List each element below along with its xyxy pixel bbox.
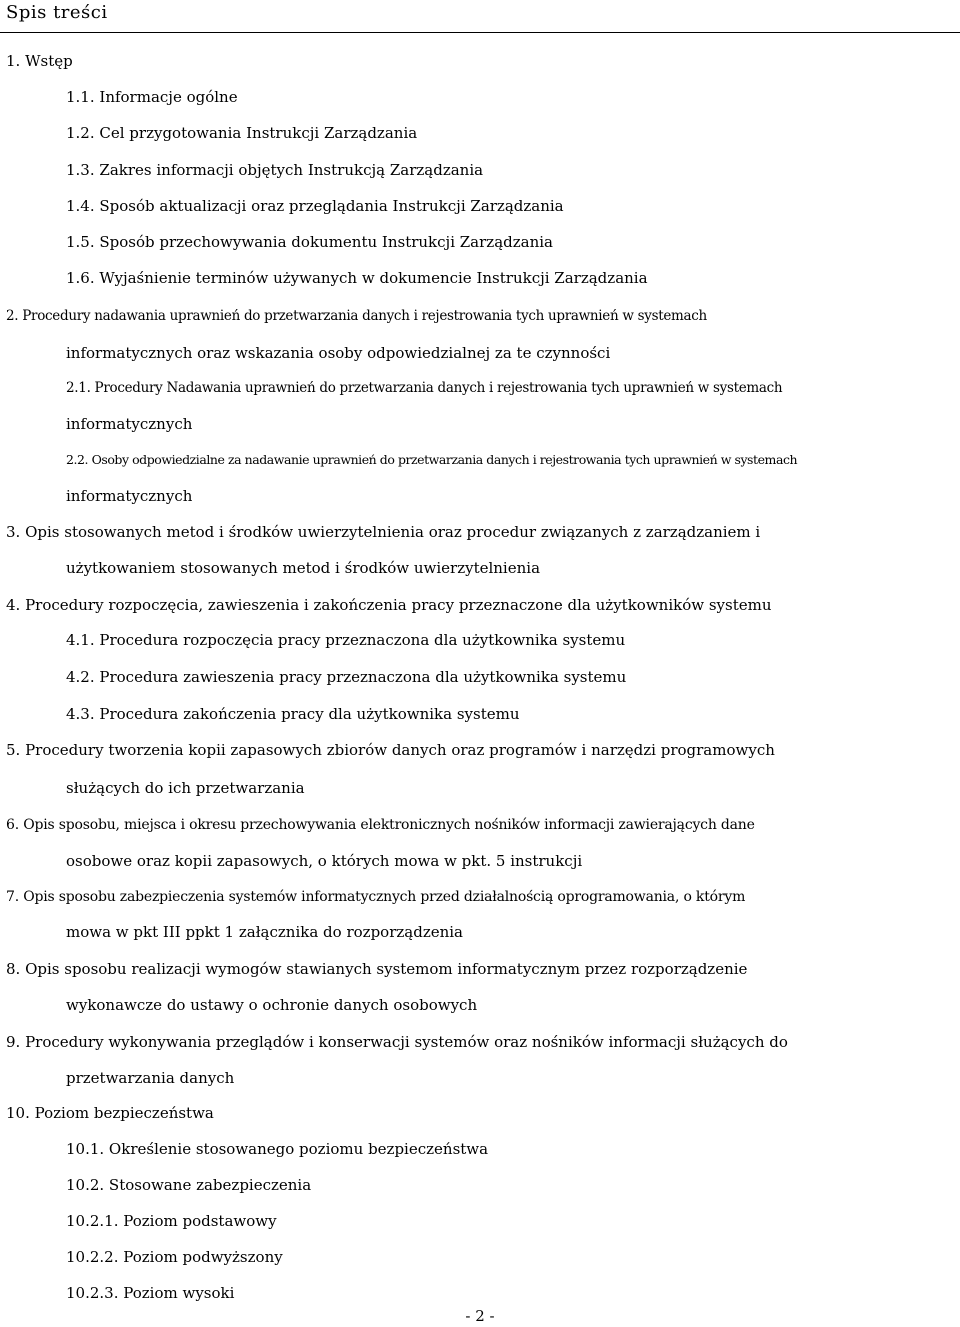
toc-entry-continued: osobowe oraz kopii zapasowych, o których mowa w pkt. 5 instrukcji <box>66 852 583 870</box>
toc-entry-continued: przetwarzania danych <box>66 1069 235 1087</box>
toc-entry: 1.6. Wyjaśnienie terminów używanych w dokumencie Instrukcji Zarządzania <box>66 269 648 287</box>
toc-entry: 2.1. Procedury Nadawania uprawnień do przetwarzania danych i rejestrowania tych uprawnień w systemach <box>66 380 783 396</box>
toc-entry: 2. Procedury nadawania uprawnień do przetwarzania danych i rejestrowania tych uprawnień w systemach <box>6 308 707 324</box>
toc-entry: 4.3. Procedura zakończenia pracy dla użytkownika systemu <box>66 705 520 723</box>
toc-entry: 7. Opis sposobu zabezpieczenia systemów informatycznych przed działalnością oprogramowania, o którym <box>6 889 746 905</box>
toc-entry: 1.4. Sposób aktualizacji oraz przeglądania Instrukcji Zarządzania <box>66 197 564 215</box>
toc-entry: 6. Opis sposobu, miejsca i okresu przechowywania elektronicznych nośników informacji zawierających dane <box>6 817 755 833</box>
toc-entry-continued: informatycznych <box>66 415 193 433</box>
toc-entry: 4. Procedury rozpoczęcia, zawieszenia i zakończenia pracy przeznaczone dla użytkowników systemu <box>6 596 772 614</box>
toc-entry: 8. Opis sposobu realizacji wymogów stawianych systemom informatycznym przez rozporządzenie <box>6 960 748 978</box>
toc-entry-continued: informatycznych <box>66 487 193 505</box>
toc-entry: 1.1. Informacje ogólne <box>66 88 238 106</box>
toc-entry: 1. Wstęp <box>6 52 73 70</box>
toc-entry: 4.2. Procedura zawieszenia pracy przeznaczona dla użytkownika systemu <box>66 668 627 686</box>
toc-entry-continued: użytkowaniem stosowanych metod i środków uwierzytelnienia <box>66 559 541 577</box>
toc-entry: 1.2. Cel przygotowania Instrukcji Zarządzania <box>66 124 418 142</box>
page-title: Spis treści <box>6 2 108 23</box>
toc-entry: 10.2.3. Poziom wysoki <box>66 1284 235 1302</box>
toc-entry-continued: wykonawcze do ustawy o ochronie danych osobowych <box>66 996 478 1014</box>
toc-entry: 2.2. Osoby odpowiedzialne za nadawanie uprawnień do przetwarzania danych i rejestrowania tych uprawnień w systemach <box>66 452 798 467</box>
toc-entry: 10.1. Określenie stosowanego poziomu bezpieczeństwa <box>66 1140 489 1158</box>
page-number: - 2 - <box>465 1307 495 1325</box>
toc-entry: 5. Procedury tworzenia kopii zapasowych zbiorów danych oraz programów i narzędzi programowych <box>6 741 775 759</box>
toc-entry: 9. Procedury wykonywania przeglądów i konserwacji systemów oraz nośników informacji służących do <box>6 1033 788 1051</box>
toc-entry: 10.2.1. Poziom podstawowy <box>66 1212 277 1230</box>
toc-entry: 3. Opis stosowanych metod i środków uwierzytelnienia oraz procedur związanych z zarządzaniem i <box>6 523 761 541</box>
toc-entry: 1.3. Zakres informacji objętych Instrukcją Zarządzania <box>66 161 484 179</box>
toc-entry: 10.2. Stosowane zabezpieczenia <box>66 1176 312 1194</box>
toc-entry: 4.1. Procedura rozpoczęcia pracy przeznaczona dla użytkownika systemu <box>66 631 626 649</box>
toc-entry-continued: informatycznych oraz wskazania osoby odpowiedzialnej za te czynności <box>66 344 611 362</box>
toc-entry: 10. Poziom bezpieczeństwa <box>6 1104 214 1122</box>
toc-entry: 10.2.2. Poziom podwyższony <box>66 1248 283 1266</box>
title-bar <box>0 0 960 33</box>
toc-entry-continued: mowa w pkt III ppkt 1 załącznika do rozporządzenia <box>66 923 463 941</box>
toc-entry-continued: służących do ich przetwarzania <box>66 779 305 797</box>
toc-entry: 1.5. Sposób przechowywania dokumentu Instrukcji Zarządzania <box>66 233 553 251</box>
